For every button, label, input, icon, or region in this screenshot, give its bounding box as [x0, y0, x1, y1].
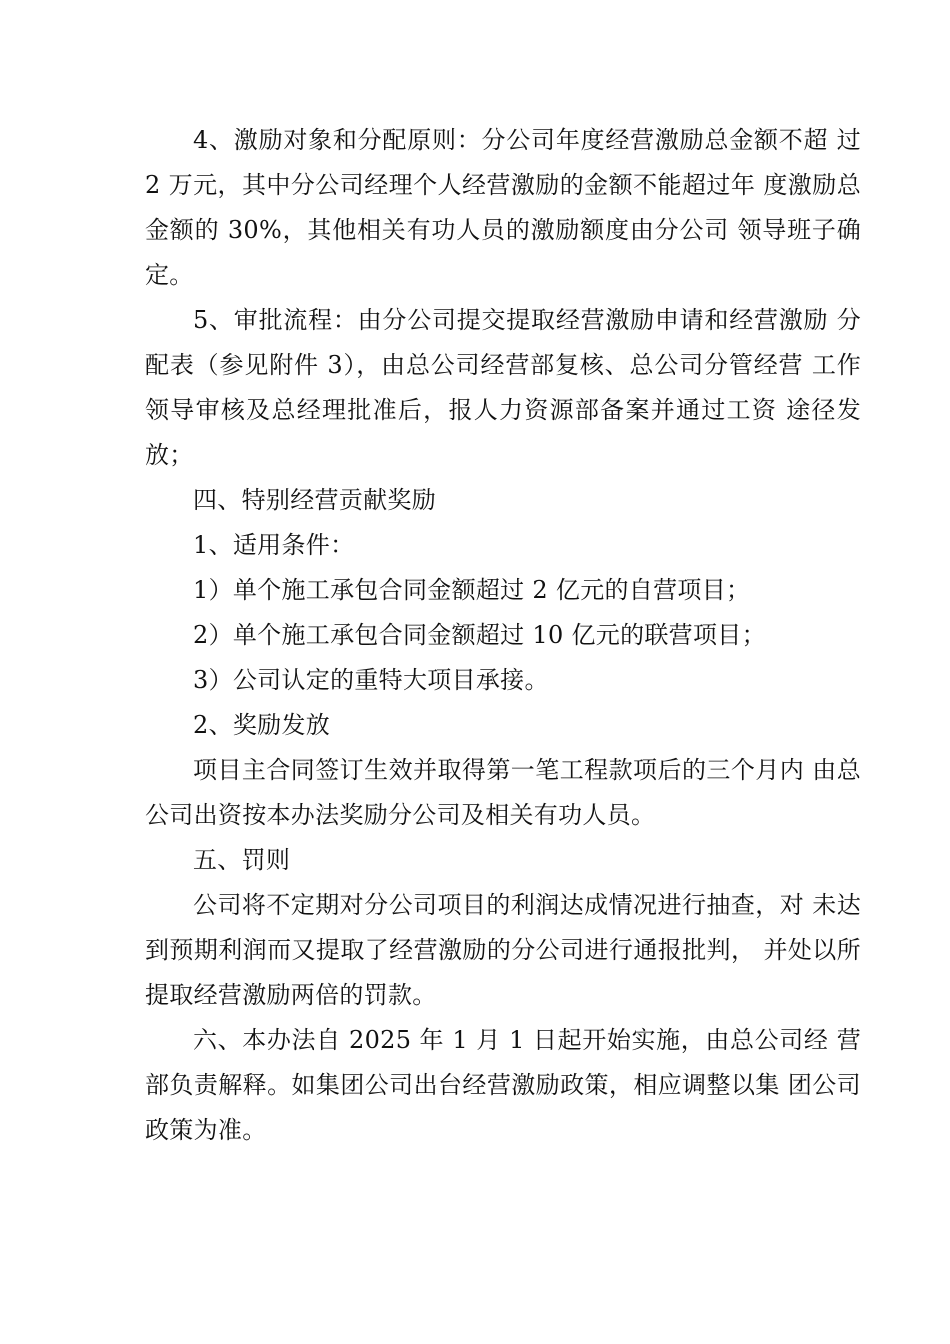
paragraph-reward-issuance-detail: 项目主合同签订生效并取得第一笔工程款项后的三个月内 由总公司出资按本办法奖励分公司及相关有功人员。 — [145, 756, 861, 829]
list-item-condition-1: 1）单个施工承包合同金额超过 2 亿元的自营项目； — [193, 576, 751, 604]
list-item-condition-2: 2）单个施工承包合同金额超过 10 亿元的联营项目； — [193, 621, 766, 649]
paragraph-penalty-detail: 公司将不定期对分公司项目的利润达成情况进行抽查，对 未达到预期利润而又提取了经营激励的分公司进行通报批判， 并处以所提取经营激励两倍的罚款。 — [145, 891, 861, 1009]
list-item-condition-3: 3）公司认定的重特大项目承接。 — [193, 666, 549, 694]
section-heading-penalties: 五、罚则 — [193, 846, 291, 874]
paragraph-applicable-conditions: 1、适用条件： — [193, 531, 355, 559]
paragraph-incentive-allocation: 4、激励对象和分配原则：分公司年度经营激励总金额不超 过 2 万元，其中分公司经理个人经营激励的金额不能超过年 度激励总金额的 30%，其他相关有功人员的激励额度由分公司 领导班子确定。 — [145, 126, 861, 289]
section-heading-special-reward: 四、特别经营贡献奖励 — [193, 486, 436, 514]
paragraph-approval-process: 5、审批流程：由分公司提交提取经营激励申请和经营激励 分配表（参见附件 3），由总公司经营部复核、总公司分管经营 工作领导审核及总经理批准后，报人力资源部备案并通过工资 途径发放； — [145, 306, 861, 469]
paragraph-effective-date: 六、本办法自 2025 年 1 月 1 日起开始实施，由总公司经 营部负责解释。如集团公司出台经营激励政策，相应调整以集 团公司政策为准。 — [145, 1026, 861, 1144]
paragraph-reward-issuance: 2、奖励发放 — [193, 711, 331, 739]
document-page — [145, 118, 861, 1153]
